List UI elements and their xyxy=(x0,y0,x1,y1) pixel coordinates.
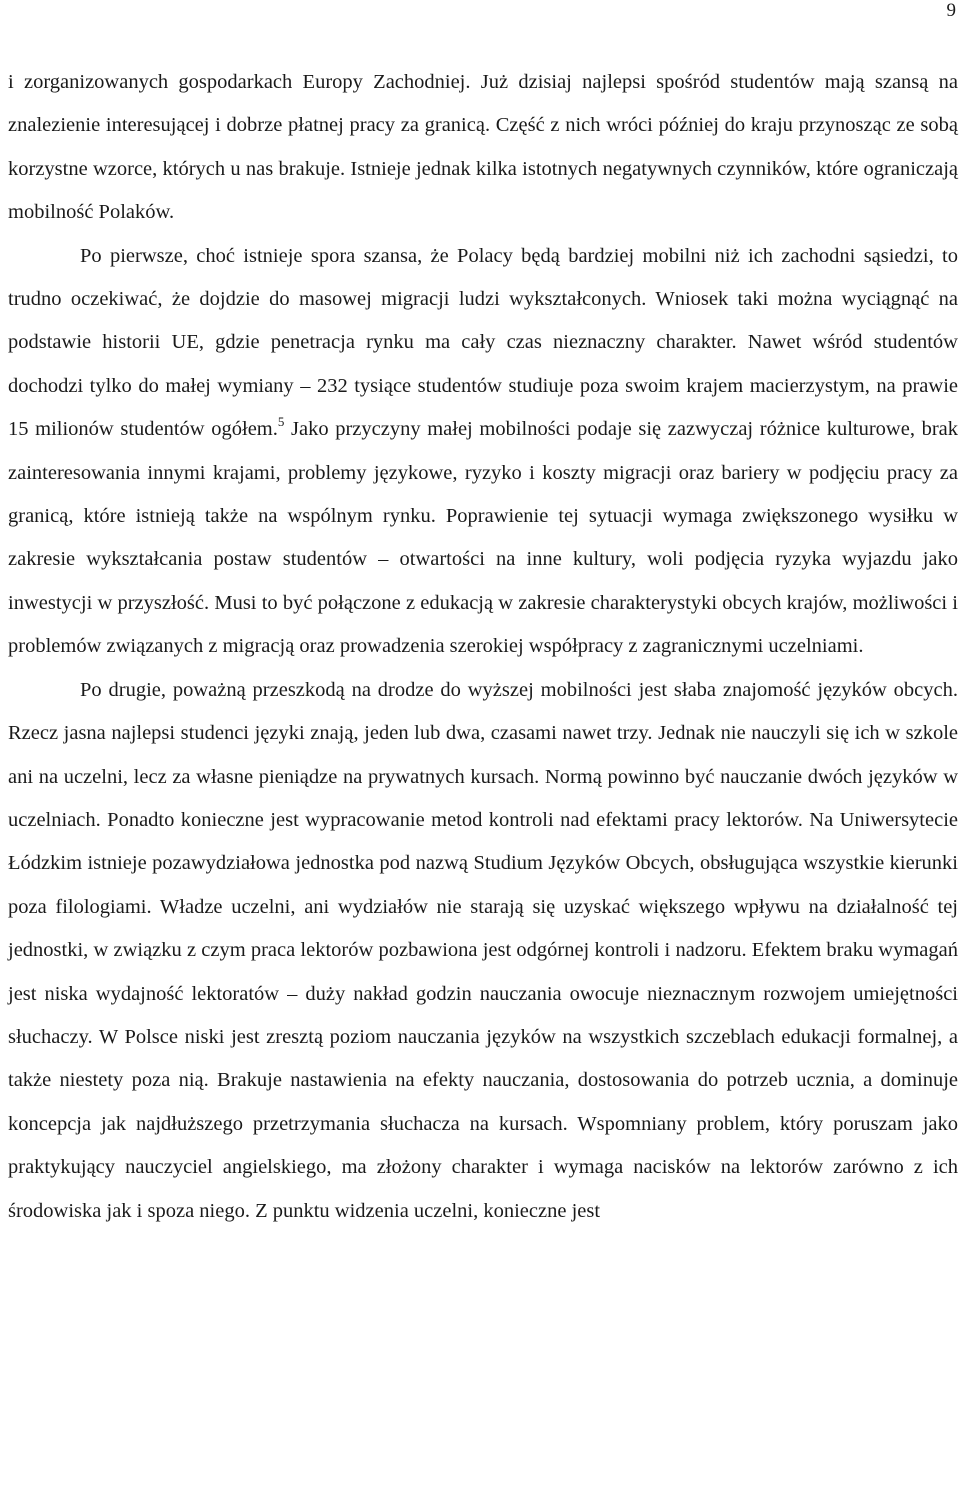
paragraph-mobility-second xyxy=(8,669,958,1233)
footnote-reference[interactable]: 5 xyxy=(277,414,285,430)
paragraph-mobility-first xyxy=(8,235,958,669)
paragraph-text: i zorganizowanych gospodarkach Europy Zachodniej. Już dzisiaj najlepsi spośród studentów mają szansą na znalezienie interesującej i dobrze płatnej pracy za granicą. Część z nich wróci później do kraju przynosząc ze sobą korzystne wzorce, których u nas brakuje. Istnieje jednak kilka istotnych negatywnych czynników, które ograniczają mobilność Polaków. xyxy=(8,71,958,224)
paragraph-text: Jako przyczyny małej mobilności podaje się zazwyczaj różnice kulturowe, brak zainteresowania innymi krajami, problemy językowe, ryzyko i koszty migracji oraz bariery w podjęciu pracy za granicą, które istnieją także na wspólnym rynku. Poprawienie tej sytuacji wymaga zwiększonego wysiłku w zakresie wykształcania postaw studentów – otwartości na inne kultury, woli podjęcia ryzyka wyjazdu jako inwestycji w przyszłość. Musi to być połączone z edukacją w zakresie charakterystyki obcych krajów, możliwości i problemów związanych z migracją oraz prowadzenia szerokiej współpracy z zagranicznymi uczelniami. xyxy=(8,418,959,658)
paragraph-text: Po pierwsze, choć istnieje spora szansa, że Polacy będą bardziej mobilni niż ich zachodni sąsiedzi, to trudno oczekiwać, że dojdzie do masowej migracji ludzi wykształconych. Wniosek taki można wyciągnąć na podstawie historii UE, gdzie penetracja rynku ma cały czas nieznaczny charakter. Nawet wśród studentów dochodzi tylko do małej wymiany – 232 tysiące studentów studiuje poza swoim krajem macierzystym, na prawie 15 milionów studentów ogółem. xyxy=(8,244,958,441)
paragraph-text: Po drugie, poważną przeszkodą na drodze do wyższej mobilności jest słaba znajomość języków obcych. Rzecz jasna najlepsi studenci języki znają, jeden lub dwa, czasami nawet trzy. Jednak nie nauczyli się ich w szkole ani na uczelni, lecz za własne pieniądze na prywatnych kursach. Normą powinno być nauczanie dwóch języków w uczelniach. Ponadto konieczne jest wypracowanie metod kontroli nad efektami pracy lektorów. Na Uniwersytecie Łódzkim istnieje pozawydziałowa jednostka pod nazwą Studium Języków Obcych, obsługująca wszystkie kierunki poza filologiami. Władze uczelni, ani wydziałów nie starają się uzyskać większego wpływu na działalność tej jednostki, w związku z czym praca lektorów pozbawiona jest odgórnej kontroli i nadzoru. Efektem braku wymagań jest niska wydajność lektoratów – duży nakład godzin nauczania owocuje nieznacznym rozwojem umiejętności słuchaczy. W Polsce niski jest zresztą poziom nauczania języków na wszystkich szczeblach edukacji formalnej, a także niestety poza nią. Brakuje nastawienia na efekty nauczania, dostosowania do potrzeb ucznia, a dominuje koncepcja jak najdłuższego przetrzymania słuchacza na kursach. Wspomniany problem, który poruszam jako praktykujący nauczyciel angielskiego, ma złożony charakter i wymaga nacisków na lektorów zarówno z ich środowiska jak i spoza niego. Z punktu widzenia uczelni, konieczne jest xyxy=(8,678,958,1222)
page-number: 9 xyxy=(946,0,956,21)
document-body xyxy=(8,61,958,1233)
paragraph-continuation xyxy=(8,61,958,235)
